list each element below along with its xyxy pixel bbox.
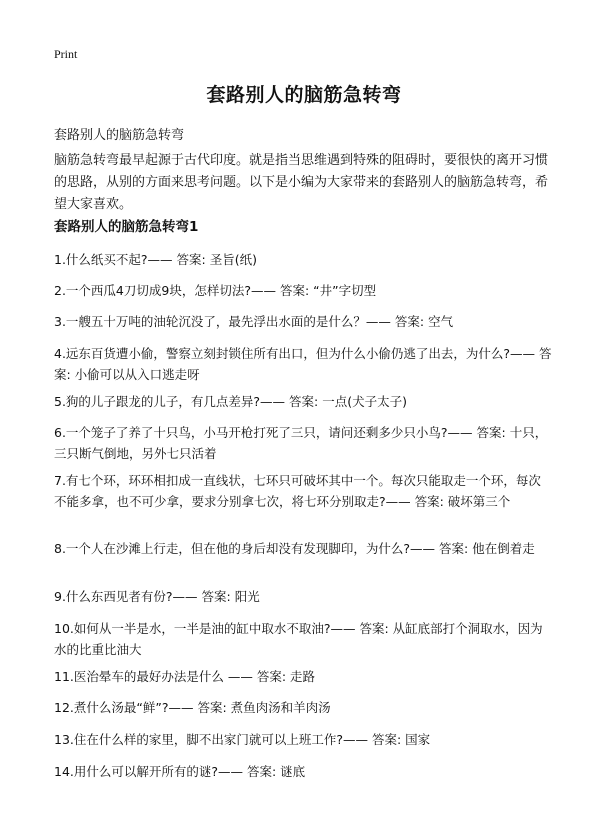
qa-item: 4.远东百货遭小偷，警察立刻封锁住所有出口，但为什么小偷仍逃了出去，为什么?—— 答案: 小偷可以从入口逃走呀 [54,346,552,382]
qa-item: 1.什么纸买不起?—— 答案: 圣旨(纸) [54,252,257,267]
intro-paragraph: 脑筋急转弯最早起源于古代印度。就是指当思维遇到特殊的阻碍时，要很快的离开习惯的思路，从别的方面来思考问题。以下是小编为大家带来的套路别人的脑筋急转弯，希望大家喜欢。 [54,153,549,212]
qa-item: 8.一个人在沙滩上行走，但在他的身后却没有发现脚印，为什么?—— 答案: 他在倒着走 [54,541,535,556]
document-subtitle: 套路别人的脑筋急转弯 [54,128,185,143]
qa-item: 14.用什么可以解开所有的谜?—— 答案: 谜底 [54,764,306,779]
section-heading: 套路别人的脑筋急转弯1 [54,219,199,235]
qa-item: 7.有七个环，环环相扣成一直线状，七环只可破坏其中一个。每次只能取走一个环，每次不能多拿，也不可少拿，要求分别拿七次，将七环分别取走?—— 答案: 破坏第三个 [54,473,541,509]
qa-item: 13.住在什么样的家里，脚不出家门就可以上班工作?—— 答案: 国家 [54,732,431,747]
qa-item: 9.什么东西见者有份?—— 答案: 阳光 [54,589,260,604]
document-title: 套路别人的脑筋急转弯 [206,84,402,106]
qa-item: 10.如何从一半是水，一半是油的缸中取水不取油?—— 答案: 从缸底部打个洞取水，因为水的比重比油大 [54,621,543,657]
qa-item: 12.煮什么汤最“鲜”?—— 答案: 煮鱼肉汤和羊肉汤 [54,700,331,715]
print-link[interactable]: Print [54,47,78,61]
qa-item: 11.医治晕车的最好办法是什么 —— 答案: 走路 [54,669,316,684]
qa-item: 2.一个西瓜4刀切成9块，怎样切法?—— 答案: “井”字切型 [54,283,377,298]
qa-item: 5.狗的儿子跟龙的儿子，有几点差异?—— 答案: 一点(犬子太子) [54,394,407,409]
qa-item: 3.一艘五十万吨的油轮沉没了，最先浮出水面的是什么？—— 答案: 空气 [54,314,454,329]
qa-item: 6.一个笼子了养了十只鸟，小马开枪打死了三只，请问还剩多少只小鸟?—— 答案: 十只，三只断气倒地，另外七只活着 [54,425,548,461]
